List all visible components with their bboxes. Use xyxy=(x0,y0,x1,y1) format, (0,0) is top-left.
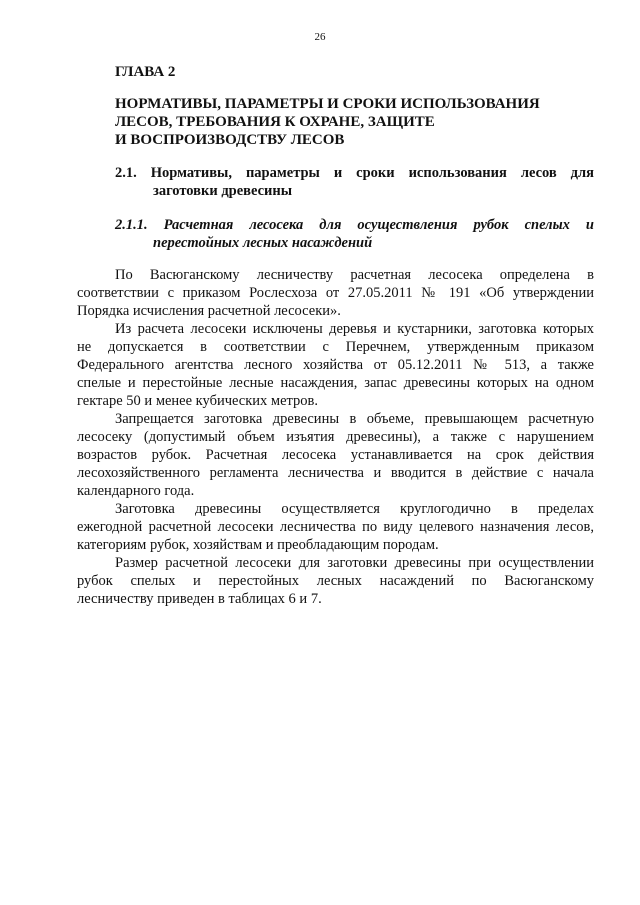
chapter-title-line: И ВОСПРОИЗВОДСТВУ ЛЕСОВ xyxy=(115,132,345,148)
text-line: Заготовка древесины осуществляется круглогодично в пределах xyxy=(115,501,594,517)
text-line: лесохозяйственного регламента лесничества и вводится в действие с начала xyxy=(77,465,594,481)
section-heading xyxy=(115,164,594,200)
text-line: Размер расчетной лесосеки для заготовки древесины при осуществлении xyxy=(115,555,594,571)
text-line: рубок спелых и перестойных лесных насаждений по Васюганскому xyxy=(77,573,594,589)
chapter-label: ГЛАВА 2 xyxy=(115,64,176,80)
subsection-heading-line: перестойных лесных насаждений xyxy=(153,235,373,251)
subsection-heading xyxy=(115,216,594,252)
paragraph xyxy=(77,410,594,500)
chapter-title-line: НОРМАТИВЫ, ПАРАМЕТРЫ И СРОКИ ИСПОЛЬЗОВАНИЯ xyxy=(115,96,540,112)
text-line: Запрещается заготовка древесины в объеме, превышающем расчетную xyxy=(115,411,594,427)
chapter-title xyxy=(115,95,585,149)
text-line: Из расчета лесосеки исключены деревья и кустарники, заготовка которых xyxy=(115,321,594,337)
text-line: Порядка исчисления расчетной лесосеки». xyxy=(77,303,341,319)
text-line: ежегодной расчетной лесосеки лесничества по виду целевого назначения лесов, xyxy=(77,519,594,535)
text-line: спелые и перестойные лесные насаждения, запас древесины которых на одном xyxy=(77,375,594,391)
text-line: категориям рубок, хозяйствам и преобладающим породам. xyxy=(77,537,439,553)
chapter-title-line: ЛЕСОВ, ТРЕБОВАНИЯ К ОХРАНЕ, ЗАЩИТЕ xyxy=(115,114,435,130)
text-line: По Васюганскому лесничеству расчетная лесосека определена в xyxy=(115,267,594,283)
body-text xyxy=(77,266,594,608)
text-line: лесосеку (допустимый объем изъятия древесины), а также с нарушением xyxy=(77,429,594,445)
page-number: 26 xyxy=(314,31,326,43)
text-line: гектаре 50 и менее кубических метров. xyxy=(77,393,319,409)
paragraph xyxy=(77,554,594,608)
text-line: не допускается в соответствии с Перечнем, утвержденным приказом xyxy=(77,339,594,355)
section-heading-line: 2.1. Нормативы, параметры и сроки использования лесов для xyxy=(115,165,594,181)
text-line: соответствии с приказом Рослесхоза от 27.05.2011 № 191 «Об утверждении xyxy=(77,285,594,301)
text-line: календарного года. xyxy=(77,483,195,499)
text-line: Федерального агентства лесного хозяйства от 05.12.2011 № 513, а также xyxy=(77,357,594,373)
text-line: возрастов рубок. Расчетная лесосека устанавливается на срок действия xyxy=(77,447,594,463)
section-heading-line: заготовки древесины xyxy=(153,183,293,199)
paragraph xyxy=(77,266,594,320)
subsection-heading-line: 2.1.1. Расчетная лесосека для осуществления рубок спелых и xyxy=(115,217,594,233)
paragraph xyxy=(77,500,594,554)
text-line: лесничеству приведен в таблицах 6 и 7. xyxy=(77,591,322,607)
paragraph xyxy=(77,320,594,410)
